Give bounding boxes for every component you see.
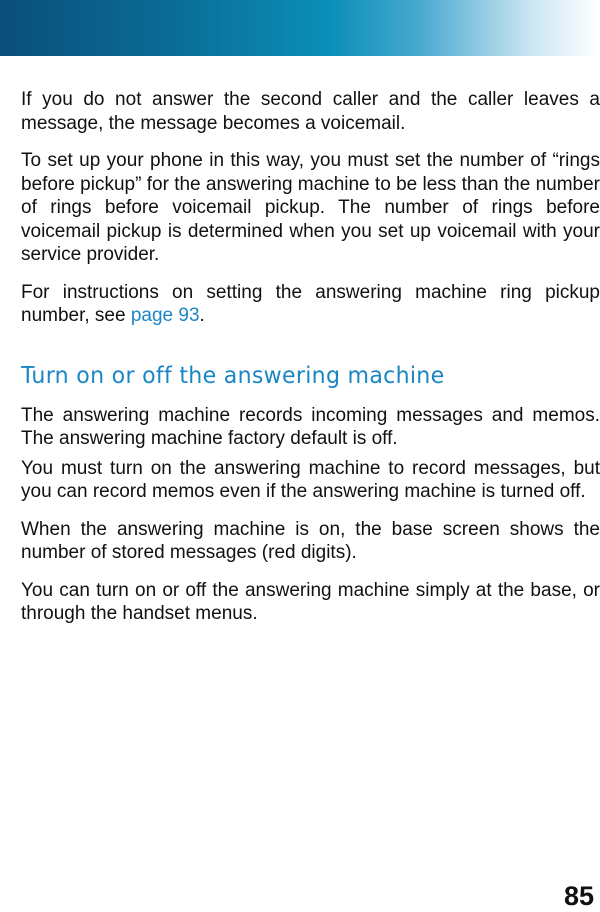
- page-93-link[interactable]: page 93: [130, 305, 200, 326]
- paragraph-records-messages: The answering machine records incoming messages and memos. The answering machine factory default is off.: [21, 404, 600, 449]
- paragraph-turn-on-to-record: You must turn on the answering machine to record messages, but you can record memos even if the answering machine is turned off.: [21, 457, 600, 502]
- paragraph-rings-setup: To set up your phone in this way, you must set the number of “rings before pickup” for the answering machine to be less than the number of rings before voicemail pickup. The number of rings before voicemail pickup is determined when you set up voicemail with your service provider.: [21, 150, 600, 265]
- paragraph-turn-on-off: You can turn on or off the answering machine simply at the base, or through the handset menus.: [21, 579, 600, 624]
- instructions-period: .: [199, 305, 205, 326]
- header-gradient-bar: [0, 0, 600, 56]
- paragraph-instructions: [21, 281, 600, 328]
- paragraph-second-caller: If you do not answer the second caller and the caller leaves a message, the message becomes a voicemail.: [21, 89, 600, 134]
- section-title: Turn on or off the answering machine: [21, 362, 445, 389]
- paragraph-base-screen: When the answering machine is on, the base screen shows the number of stored messages (red digits).: [21, 518, 600, 563]
- page-number: 85: [563, 881, 594, 911]
- page-content: [21, 88, 600, 626]
- instructions-text: For instructions on setting the answering machine ring pickup number, see: [21, 281, 600, 326]
